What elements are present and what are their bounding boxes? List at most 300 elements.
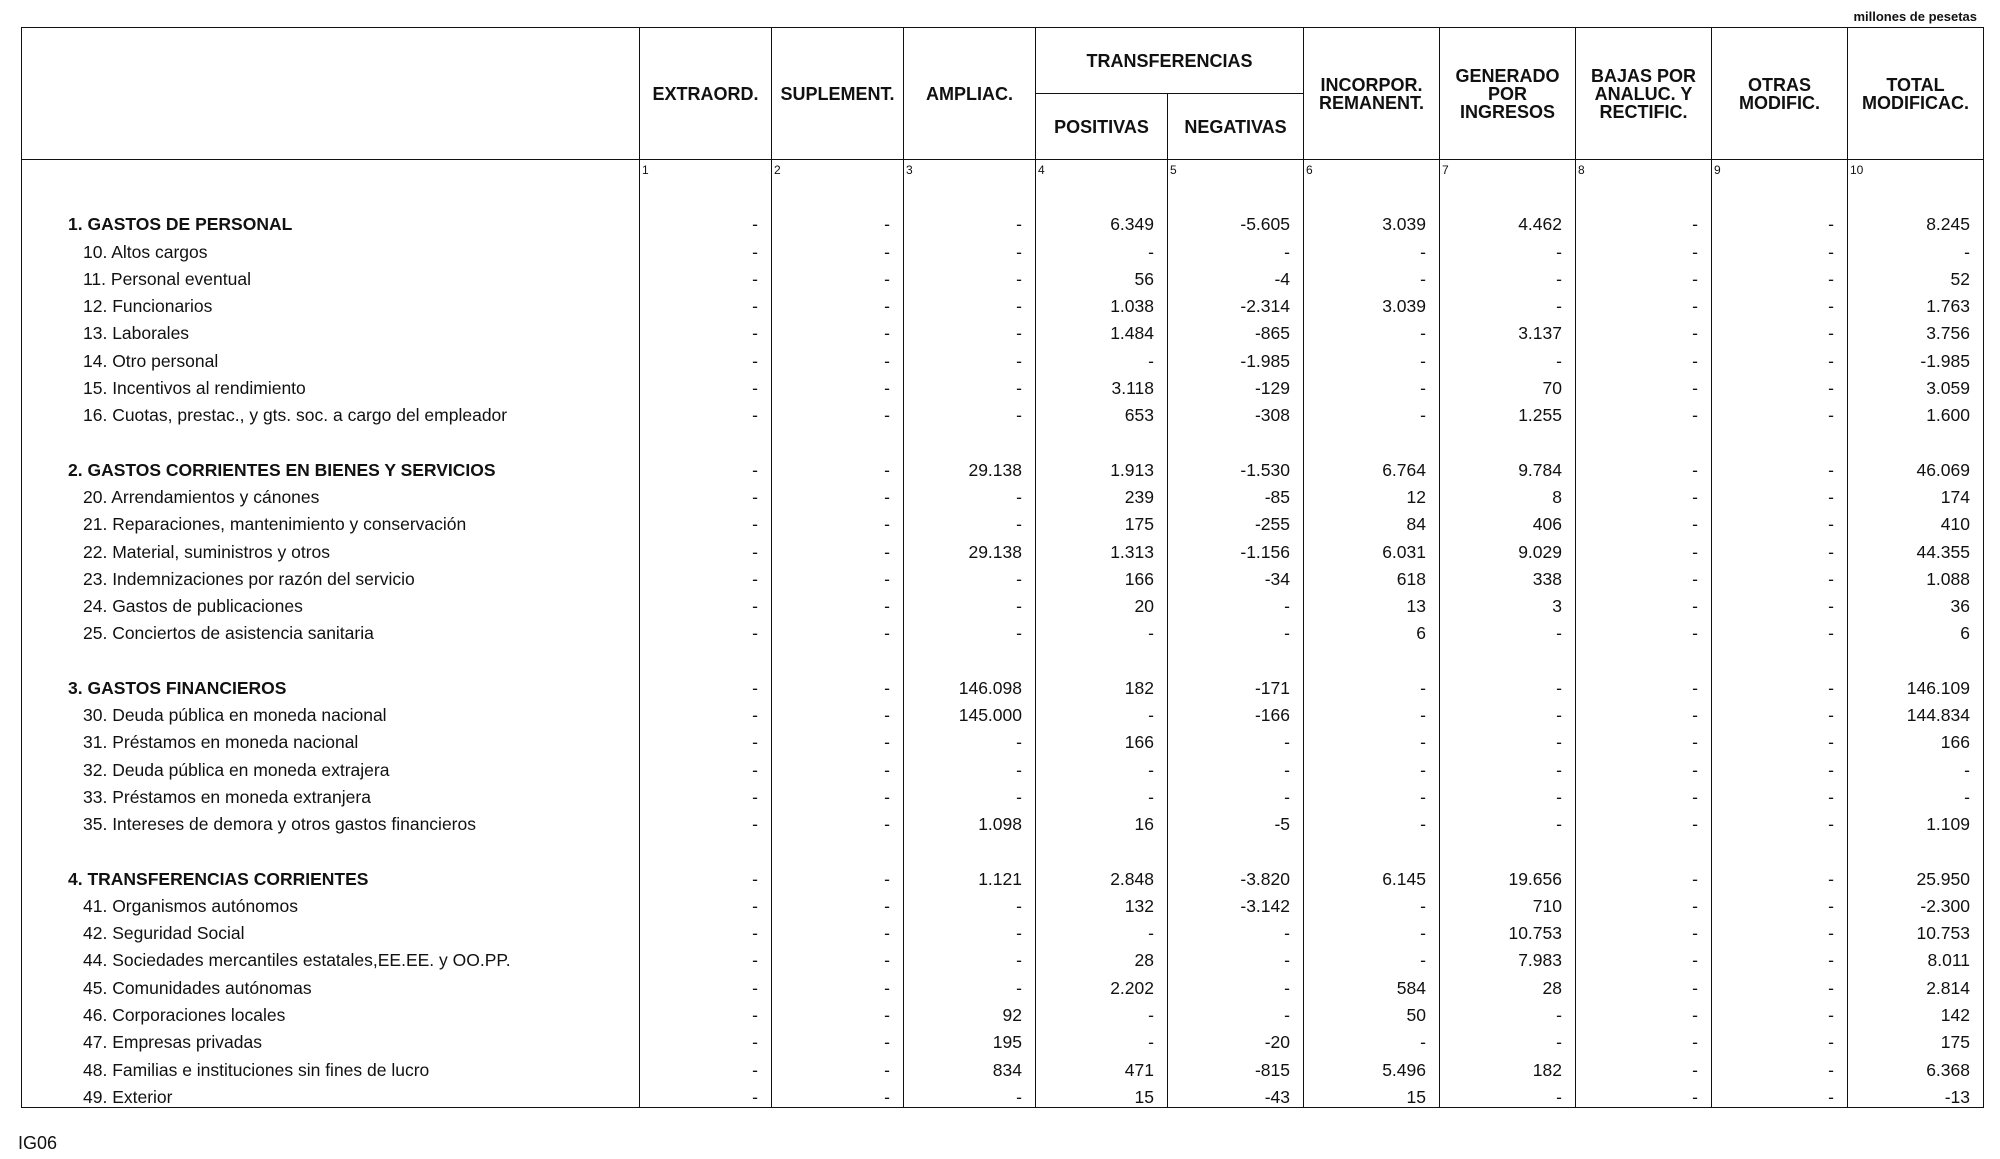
header-extraord: EXTRAORD. <box>640 28 772 160</box>
cell-value: - <box>640 698 772 725</box>
cell-value: - <box>772 398 904 425</box>
cell-value: - <box>1440 262 1576 289</box>
cell-value: - <box>640 289 772 316</box>
cell-value: -5.605 <box>1168 207 1304 234</box>
cell-value: - <box>1440 752 1576 779</box>
subcategory-row <box>22 262 1984 289</box>
row-label: 41. Organismos autónomos <box>22 889 640 916</box>
cell-value: - <box>1712 343 1848 370</box>
row-label: 31. Préstamos en moneda nacional <box>22 725 640 752</box>
cell-value: - <box>640 452 772 479</box>
cell-value: - <box>1304 780 1440 807</box>
cell-value: - <box>1036 752 1168 779</box>
cell-value: 174 <box>1848 480 1984 507</box>
subcategory-row <box>22 943 1984 970</box>
units-note: millones de pesetas <box>1853 9 1977 24</box>
cell-value: 2.814 <box>1848 970 1984 997</box>
cell-value: - <box>1576 480 1712 507</box>
cell-value: - <box>904 970 1036 997</box>
cell-value: - <box>640 998 772 1025</box>
cell-value: - <box>1712 861 1848 888</box>
cell-value: - <box>640 398 772 425</box>
cell-value: - <box>904 234 1036 261</box>
cell-value: 182 <box>1036 670 1168 697</box>
cell-value: - <box>1712 452 1848 479</box>
cell-value: 19.656 <box>1440 861 1576 888</box>
cell-value: - <box>640 1080 772 1108</box>
cell-value: - <box>640 970 772 997</box>
cell-value: - <box>904 507 1036 534</box>
cell-value: 584 <box>1304 970 1440 997</box>
cell-value: - <box>1576 398 1712 425</box>
cell-value: 3.118 <box>1036 371 1168 398</box>
cell-value: 2.848 <box>1036 861 1168 888</box>
cell-value: - <box>1304 316 1440 343</box>
cell-value: 9.784 <box>1440 452 1576 479</box>
cell-value: - <box>1712 371 1848 398</box>
cell-value: - <box>1168 725 1304 752</box>
cell-value: 1.913 <box>1036 452 1168 479</box>
cell-value: - <box>904 1080 1036 1108</box>
cell-value: - <box>1576 589 1712 616</box>
subcategory-row <box>22 371 1984 398</box>
row-label: 48. Familias e instituciones sin fines de lucro <box>22 1052 640 1079</box>
cell-value: - <box>1304 1025 1440 1052</box>
row-label: 13. Laborales <box>22 316 640 343</box>
cell-value: 1.600 <box>1848 398 1984 425</box>
cell-value: -255 <box>1168 507 1304 534</box>
cell-value: 1.763 <box>1848 289 1984 316</box>
cell-value: 338 <box>1440 562 1576 589</box>
cell-value: - <box>1304 725 1440 752</box>
cell-value: 9.029 <box>1440 534 1576 561</box>
cell-value: 29.138 <box>904 534 1036 561</box>
cell-value: - <box>1440 725 1576 752</box>
cell-value: - <box>1168 916 1304 943</box>
cell-value: - <box>1576 507 1712 534</box>
cell-value: - <box>1576 616 1712 643</box>
row-label: 35. Intereses de demora y otros gastos financieros <box>22 807 640 834</box>
cell-value: 15 <box>1304 1080 1440 1108</box>
row-label: 30. Deuda pública en moneda nacional <box>22 698 640 725</box>
cell-value: - <box>772 316 904 343</box>
cell-value: - <box>1036 916 1168 943</box>
cell-value: - <box>1576 698 1712 725</box>
cell-value: - <box>1712 1052 1848 1079</box>
cell-value: 144.834 <box>1848 698 1984 725</box>
subcategory-row <box>22 398 1984 425</box>
cell-value: - <box>1712 234 1848 261</box>
cell-value: - <box>772 752 904 779</box>
cell-value: 84 <box>1304 507 1440 534</box>
cell-value: 3.039 <box>1304 207 1440 234</box>
header-transferencias: TRANSFERENCIAS <box>1036 28 1304 94</box>
subcategory-row <box>22 589 1984 616</box>
cell-value: - <box>1576 752 1712 779</box>
gap-row <box>22 425 1984 452</box>
cell-value: 25.950 <box>1848 861 1984 888</box>
cell-value: -171 <box>1168 670 1304 697</box>
cell-value: - <box>1304 916 1440 943</box>
cell-value: - <box>1576 670 1712 697</box>
cell-value: - <box>1304 670 1440 697</box>
cell-value: - <box>772 289 904 316</box>
cell-value: - <box>772 998 904 1025</box>
cell-value: 132 <box>1036 889 1168 916</box>
cell-value: - <box>1712 1080 1848 1108</box>
column-number: 1 <box>640 160 772 185</box>
cell-value: -129 <box>1168 371 1304 398</box>
subcategory-row <box>22 698 1984 725</box>
cell-value: 1.313 <box>1036 534 1168 561</box>
subcategory-row <box>22 316 1984 343</box>
cell-value: - <box>1712 262 1848 289</box>
cell-value: 56 <box>1036 262 1168 289</box>
row-label: 15. Incentivos al rendimiento <box>22 371 640 398</box>
cell-value: - <box>640 316 772 343</box>
cell-value: -2.314 <box>1168 289 1304 316</box>
cell-value: - <box>1168 943 1304 970</box>
cell-value: 3.137 <box>1440 316 1576 343</box>
cell-value: 5.496 <box>1304 1052 1440 1079</box>
cell-value: - <box>1168 616 1304 643</box>
header-generado-por-ingresos: GENERADO POR INGRESOS <box>1440 28 1576 160</box>
cell-value: - <box>640 725 772 752</box>
gap-row <box>22 643 1984 670</box>
cell-value: - <box>1712 562 1848 589</box>
row-label: 45. Comunidades autónomas <box>22 970 640 997</box>
cell-value: 8.011 <box>1848 943 1984 970</box>
row-label: 10. Altos cargos <box>22 234 640 261</box>
cell-value: - <box>640 343 772 370</box>
cell-value: - <box>904 316 1036 343</box>
cell-value: 29.138 <box>904 452 1036 479</box>
cell-value: 13 <box>1304 589 1440 616</box>
cell-value: -85 <box>1168 480 1304 507</box>
cell-value: -34 <box>1168 562 1304 589</box>
cell-value: - <box>904 480 1036 507</box>
row-label: 1. GASTOS DE PERSONAL <box>22 207 640 234</box>
cell-value: - <box>772 1025 904 1052</box>
row-label: 21. Reparaciones, mantenimiento y conservación <box>22 507 640 534</box>
cell-value: - <box>1168 998 1304 1025</box>
cell-value: - <box>904 916 1036 943</box>
cell-value: - <box>1712 780 1848 807</box>
cell-value: - <box>1576 889 1712 916</box>
cell-value: - <box>1036 998 1168 1025</box>
cell-value: 12 <box>1304 480 1440 507</box>
header-total-modificac: TOTAL MODIFICAC. <box>1848 28 1984 160</box>
row-label: 33. Préstamos en moneda extranjera <box>22 780 640 807</box>
cell-value: -3.142 <box>1168 889 1304 916</box>
cell-value: - <box>640 507 772 534</box>
cell-value: 3.756 <box>1848 316 1984 343</box>
cell-value: 6 <box>1848 616 1984 643</box>
cell-value: -2.300 <box>1848 889 1984 916</box>
cell-value: - <box>1036 343 1168 370</box>
cell-value: - <box>904 562 1036 589</box>
cell-value: - <box>772 480 904 507</box>
cell-value: - <box>772 234 904 261</box>
subcategory-row <box>22 725 1984 752</box>
cell-value: - <box>904 289 1036 316</box>
cell-value: - <box>640 889 772 916</box>
column-number: 8 <box>1576 160 1712 185</box>
cell-value: 410 <box>1848 507 1984 534</box>
subcategory-row <box>22 1025 1984 1052</box>
subcategory-row <box>22 970 1984 997</box>
cell-value: - <box>772 698 904 725</box>
row-label: 32. Deuda pública en moneda extrajera <box>22 752 640 779</box>
cell-value: - <box>1576 1025 1712 1052</box>
cell-value: -166 <box>1168 698 1304 725</box>
subcategory-row <box>22 534 1984 561</box>
cell-value: 46.069 <box>1848 452 1984 479</box>
cell-value: 175 <box>1848 1025 1984 1052</box>
cell-value: - <box>1712 698 1848 725</box>
column-number: 2 <box>772 160 904 185</box>
cell-value: -1.156 <box>1168 534 1304 561</box>
cell-value: - <box>772 970 904 997</box>
cell-value: - <box>904 943 1036 970</box>
cell-value: 6.764 <box>1304 452 1440 479</box>
column-number: 6 <box>1304 160 1440 185</box>
cell-value: 6.368 <box>1848 1052 1984 1079</box>
header-otras-modific: OTRAS MODIFIC. <box>1712 28 1848 160</box>
cell-value: 28 <box>1036 943 1168 970</box>
cell-value: - <box>772 589 904 616</box>
cell-value: - <box>640 752 772 779</box>
cell-value: - <box>772 916 904 943</box>
cell-value: 15 <box>1036 1080 1168 1108</box>
cell-value: 10.753 <box>1440 916 1576 943</box>
cell-value: - <box>1712 725 1848 752</box>
cell-value: - <box>640 234 772 261</box>
cell-value: - <box>772 670 904 697</box>
cell-value: 20 <box>1036 589 1168 616</box>
cell-value: - <box>640 589 772 616</box>
cell-value: 1.109 <box>1848 807 1984 834</box>
cell-value: - <box>1036 1025 1168 1052</box>
cell-value: - <box>640 1052 772 1079</box>
cell-value: - <box>1848 752 1984 779</box>
row-label: 12. Funcionarios <box>22 289 640 316</box>
cell-value: 142 <box>1848 998 1984 1025</box>
subcategory-row <box>22 562 1984 589</box>
subcategory-row <box>22 1080 1984 1108</box>
cell-value: - <box>640 861 772 888</box>
category-row <box>22 207 1984 234</box>
cell-value: 710 <box>1440 889 1576 916</box>
cell-value: - <box>1440 807 1576 834</box>
cell-value: 471 <box>1036 1052 1168 1079</box>
cell-value: 195 <box>904 1025 1036 1052</box>
cell-value: - <box>772 452 904 479</box>
cell-value: - <box>904 207 1036 234</box>
cell-value: 52 <box>1848 262 1984 289</box>
cell-value: - <box>904 889 1036 916</box>
cell-value: - <box>1712 916 1848 943</box>
column-number-row <box>22 160 1984 185</box>
cell-value: 1.088 <box>1848 562 1984 589</box>
cell-value: - <box>1304 807 1440 834</box>
cell-value: 92 <box>904 998 1036 1025</box>
cell-value: 145.000 <box>904 698 1036 725</box>
cell-value: 166 <box>1848 725 1984 752</box>
cell-value: - <box>1168 752 1304 779</box>
budget-modifications-table <box>21 27 1984 1108</box>
cell-value: - <box>1440 1025 1576 1052</box>
row-label: 47. Empresas privadas <box>22 1025 640 1052</box>
cell-value: -865 <box>1168 316 1304 343</box>
cell-value: - <box>1304 398 1440 425</box>
cell-value: - <box>1036 616 1168 643</box>
cell-value: 653 <box>1036 398 1168 425</box>
row-label: 14. Otro personal <box>22 343 640 370</box>
cell-value: 2.202 <box>1036 970 1168 997</box>
cell-value: - <box>772 262 904 289</box>
cell-value: - <box>1576 1080 1712 1108</box>
row-label: 23. Indemnizaciones por razón del servicio <box>22 562 640 589</box>
cell-value: -4 <box>1168 262 1304 289</box>
cell-value: -815 <box>1168 1052 1304 1079</box>
cell-value: -308 <box>1168 398 1304 425</box>
column-number: 9 <box>1712 160 1848 185</box>
cell-value: - <box>640 943 772 970</box>
cell-value: 175 <box>1036 507 1168 534</box>
cell-value: - <box>1168 780 1304 807</box>
cell-value: - <box>904 752 1036 779</box>
cell-value: - <box>1712 998 1848 1025</box>
cell-value: - <box>1168 970 1304 997</box>
row-label: 20. Arrendamientos y cánones <box>22 480 640 507</box>
cell-value: -20 <box>1168 1025 1304 1052</box>
cell-value: - <box>1712 670 1848 697</box>
cell-value: - <box>1712 289 1848 316</box>
row-label: 3. GASTOS FINANCIEROS <box>22 670 640 697</box>
cell-value: - <box>1576 371 1712 398</box>
cell-value: 4.462 <box>1440 207 1576 234</box>
cell-value: - <box>772 807 904 834</box>
cell-value: - <box>640 670 772 697</box>
cell-value: 182 <box>1440 1052 1576 1079</box>
cell-value: - <box>640 262 772 289</box>
cell-value: - <box>904 616 1036 643</box>
cell-value: - <box>1576 725 1712 752</box>
cell-value: - <box>1036 780 1168 807</box>
cell-value: -43 <box>1168 1080 1304 1108</box>
subcategory-row <box>22 752 1984 779</box>
cell-value: 3.059 <box>1848 371 1984 398</box>
cell-value: 1.098 <box>904 807 1036 834</box>
cell-value: 6.031 <box>1304 534 1440 561</box>
cell-value: - <box>1036 698 1168 725</box>
cell-value: - <box>640 780 772 807</box>
cell-value: 8 <box>1440 480 1576 507</box>
subcategory-row <box>22 234 1984 261</box>
cell-value: - <box>772 207 904 234</box>
cell-value: - <box>1440 998 1576 1025</box>
cell-value: - <box>772 780 904 807</box>
cell-value: - <box>1848 234 1984 261</box>
cell-value: - <box>1576 534 1712 561</box>
cell-value: - <box>772 534 904 561</box>
cell-value: - <box>1712 534 1848 561</box>
cell-value: 28 <box>1440 970 1576 997</box>
cell-value: - <box>1712 589 1848 616</box>
subcategory-row <box>22 780 1984 807</box>
cell-value: 3.039 <box>1304 289 1440 316</box>
row-label: 49. Exterior <box>22 1080 640 1108</box>
header-incorpor-remanent: INCORPOR. REMANENT. <box>1304 28 1440 160</box>
cell-value: - <box>1304 371 1440 398</box>
cell-value: 7.983 <box>1440 943 1576 970</box>
cell-value: 36 <box>1848 589 1984 616</box>
cell-value: 146.109 <box>1848 670 1984 697</box>
gap-row <box>22 834 1984 861</box>
cell-value: 16 <box>1036 807 1168 834</box>
cell-value: - <box>772 1052 904 1079</box>
cell-value: - <box>1576 1052 1712 1079</box>
cell-value: - <box>904 262 1036 289</box>
cell-value: - <box>1440 698 1576 725</box>
cell-value: - <box>1712 616 1848 643</box>
cell-value: - <box>1576 234 1712 261</box>
cell-value: 70 <box>1440 371 1576 398</box>
cell-value: - <box>1304 234 1440 261</box>
cell-value: - <box>1712 889 1848 916</box>
cell-value: - <box>772 861 904 888</box>
cell-value: - <box>1576 562 1712 589</box>
cell-value: - <box>1576 207 1712 234</box>
cell-value: -1.530 <box>1168 452 1304 479</box>
cell-value: - <box>1576 343 1712 370</box>
cell-value: - <box>1168 234 1304 261</box>
cell-value: - <box>1576 289 1712 316</box>
cell-value: - <box>640 371 772 398</box>
spacer-row <box>22 184 1984 207</box>
header-bajas: BAJAS POR ANALUC. Y RECTIFIC. <box>1576 28 1712 160</box>
cell-value: - <box>1576 452 1712 479</box>
cell-value: 50 <box>1304 998 1440 1025</box>
category-row <box>22 670 1984 697</box>
cell-value: - <box>1440 289 1576 316</box>
subcategory-row <box>22 289 1984 316</box>
cell-value: - <box>1440 343 1576 370</box>
cell-value: 44.355 <box>1848 534 1984 561</box>
cell-value: 1.484 <box>1036 316 1168 343</box>
cell-value: - <box>1440 670 1576 697</box>
label-column-header <box>22 28 640 160</box>
category-row <box>22 452 1984 479</box>
cell-value: - <box>640 207 772 234</box>
cell-value: - <box>1712 398 1848 425</box>
cell-value: 406 <box>1440 507 1576 534</box>
cell-value: - <box>904 343 1036 370</box>
subcategory-row <box>22 507 1984 534</box>
cell-value: - <box>772 616 904 643</box>
column-number: 7 <box>1440 160 1576 185</box>
row-label: 46. Corporaciones locales <box>22 998 640 1025</box>
cell-value: - <box>1440 1080 1576 1108</box>
cell-value: - <box>1712 752 1848 779</box>
cell-value: 6.349 <box>1036 207 1168 234</box>
cell-value: 6.145 <box>1304 861 1440 888</box>
cell-value: - <box>1576 970 1712 997</box>
cell-value: - <box>772 507 904 534</box>
cell-value: - <box>1712 507 1848 534</box>
subcategory-row <box>22 343 1984 370</box>
